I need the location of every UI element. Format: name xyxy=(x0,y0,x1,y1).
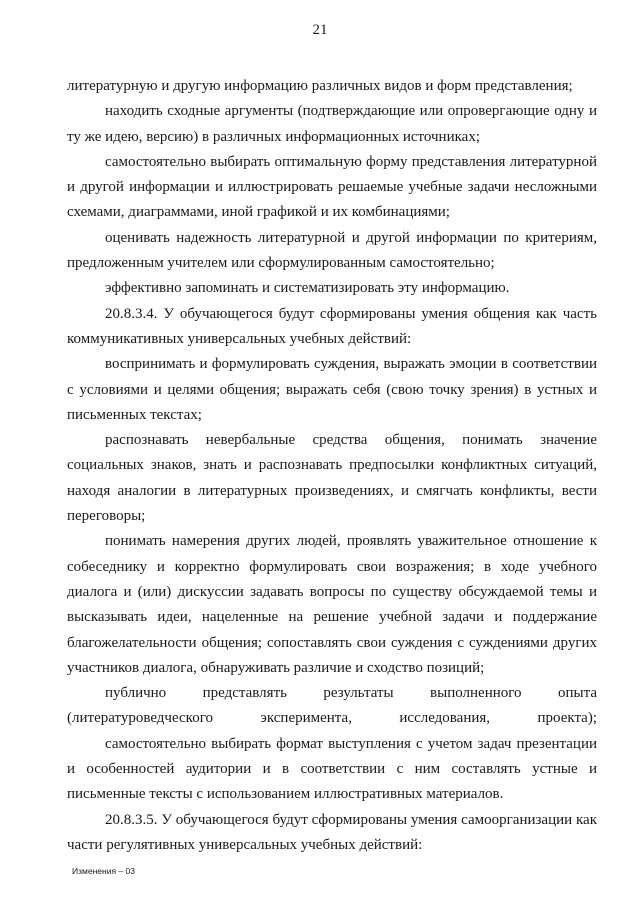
paragraph: воспринимать и формулировать суждения, выражать эмоции в соответствии с условиями и целями общения; выражать себя (свою точку зрения) в устных и письменных текстах; xyxy=(67,356,597,423)
section-heading-paragraph: 20.8.3.5. У обучающегося будут сформированы умения самоорганизации как части регулятивных универсальных учебных действий: xyxy=(67,811,597,853)
paragraph: самостоятельно выбирать формат выступления с учетом задач презентации и особенностей аудитории и в соответствии с ним составлять устные и письменные тексты с использованием иллюстративных материалов. xyxy=(67,735,597,803)
paragraph: распознавать невербальные средства общения, понимать значение социальных знаков, знать и распознавать предпосылки конфликтных ситуаций, находя аналогии в литературных произведениях, и смягчать конфликты, вести переговоры; xyxy=(67,432,597,525)
paragraph: оценивать надежность литературной и другой информации по критериям, предложенным учителем или сформулированным самостоятельно; xyxy=(67,229,597,272)
paragraph: эффективно запоминать и систематизировать эту информацию. xyxy=(105,280,510,297)
paragraph: литературную и другую информацию различных видов и форм представления; xyxy=(67,78,573,94)
page-number: 21 xyxy=(312,22,328,38)
section-heading-paragraph: 20.8.3.4. У обучающегося будут сформированы умения общения как часть коммуникативных универсальных учебных действий: xyxy=(67,305,597,347)
paragraph: находить сходные аргументы (подтверждающие или опровергающие одну и ту же идею, версию) в различных информационных источниках; xyxy=(67,103,597,145)
document-body xyxy=(67,74,597,858)
footer-revision: Изменения – 03 xyxy=(72,866,135,876)
paragraph: самостоятельно выбирать оптимальную форму представления литературной и другой информации и иллюстрировать решаемые учебные задачи несложными схемами, диаграммами, иной графикой и их комбинациями; xyxy=(67,153,597,221)
paragraph: публично представлять результаты выполненного опыта (литературоведческого эксперимента, исследования, проекта); xyxy=(67,685,597,727)
paragraph: понимать намерения других людей, проявлять уважительное отношение к собеседнику и корректно формулировать свои возражения; в ходе учебного диалога и (или) дискуссии задавать вопросы по существу обсуждаемой темы и высказывать идеи, нацеленные на решение учебной задачи и поддержание благожелательности общения; сопоставлять свои суждения с суждениями других участников диалога, обнаруживать различие и сходство позиций; xyxy=(67,533,597,676)
